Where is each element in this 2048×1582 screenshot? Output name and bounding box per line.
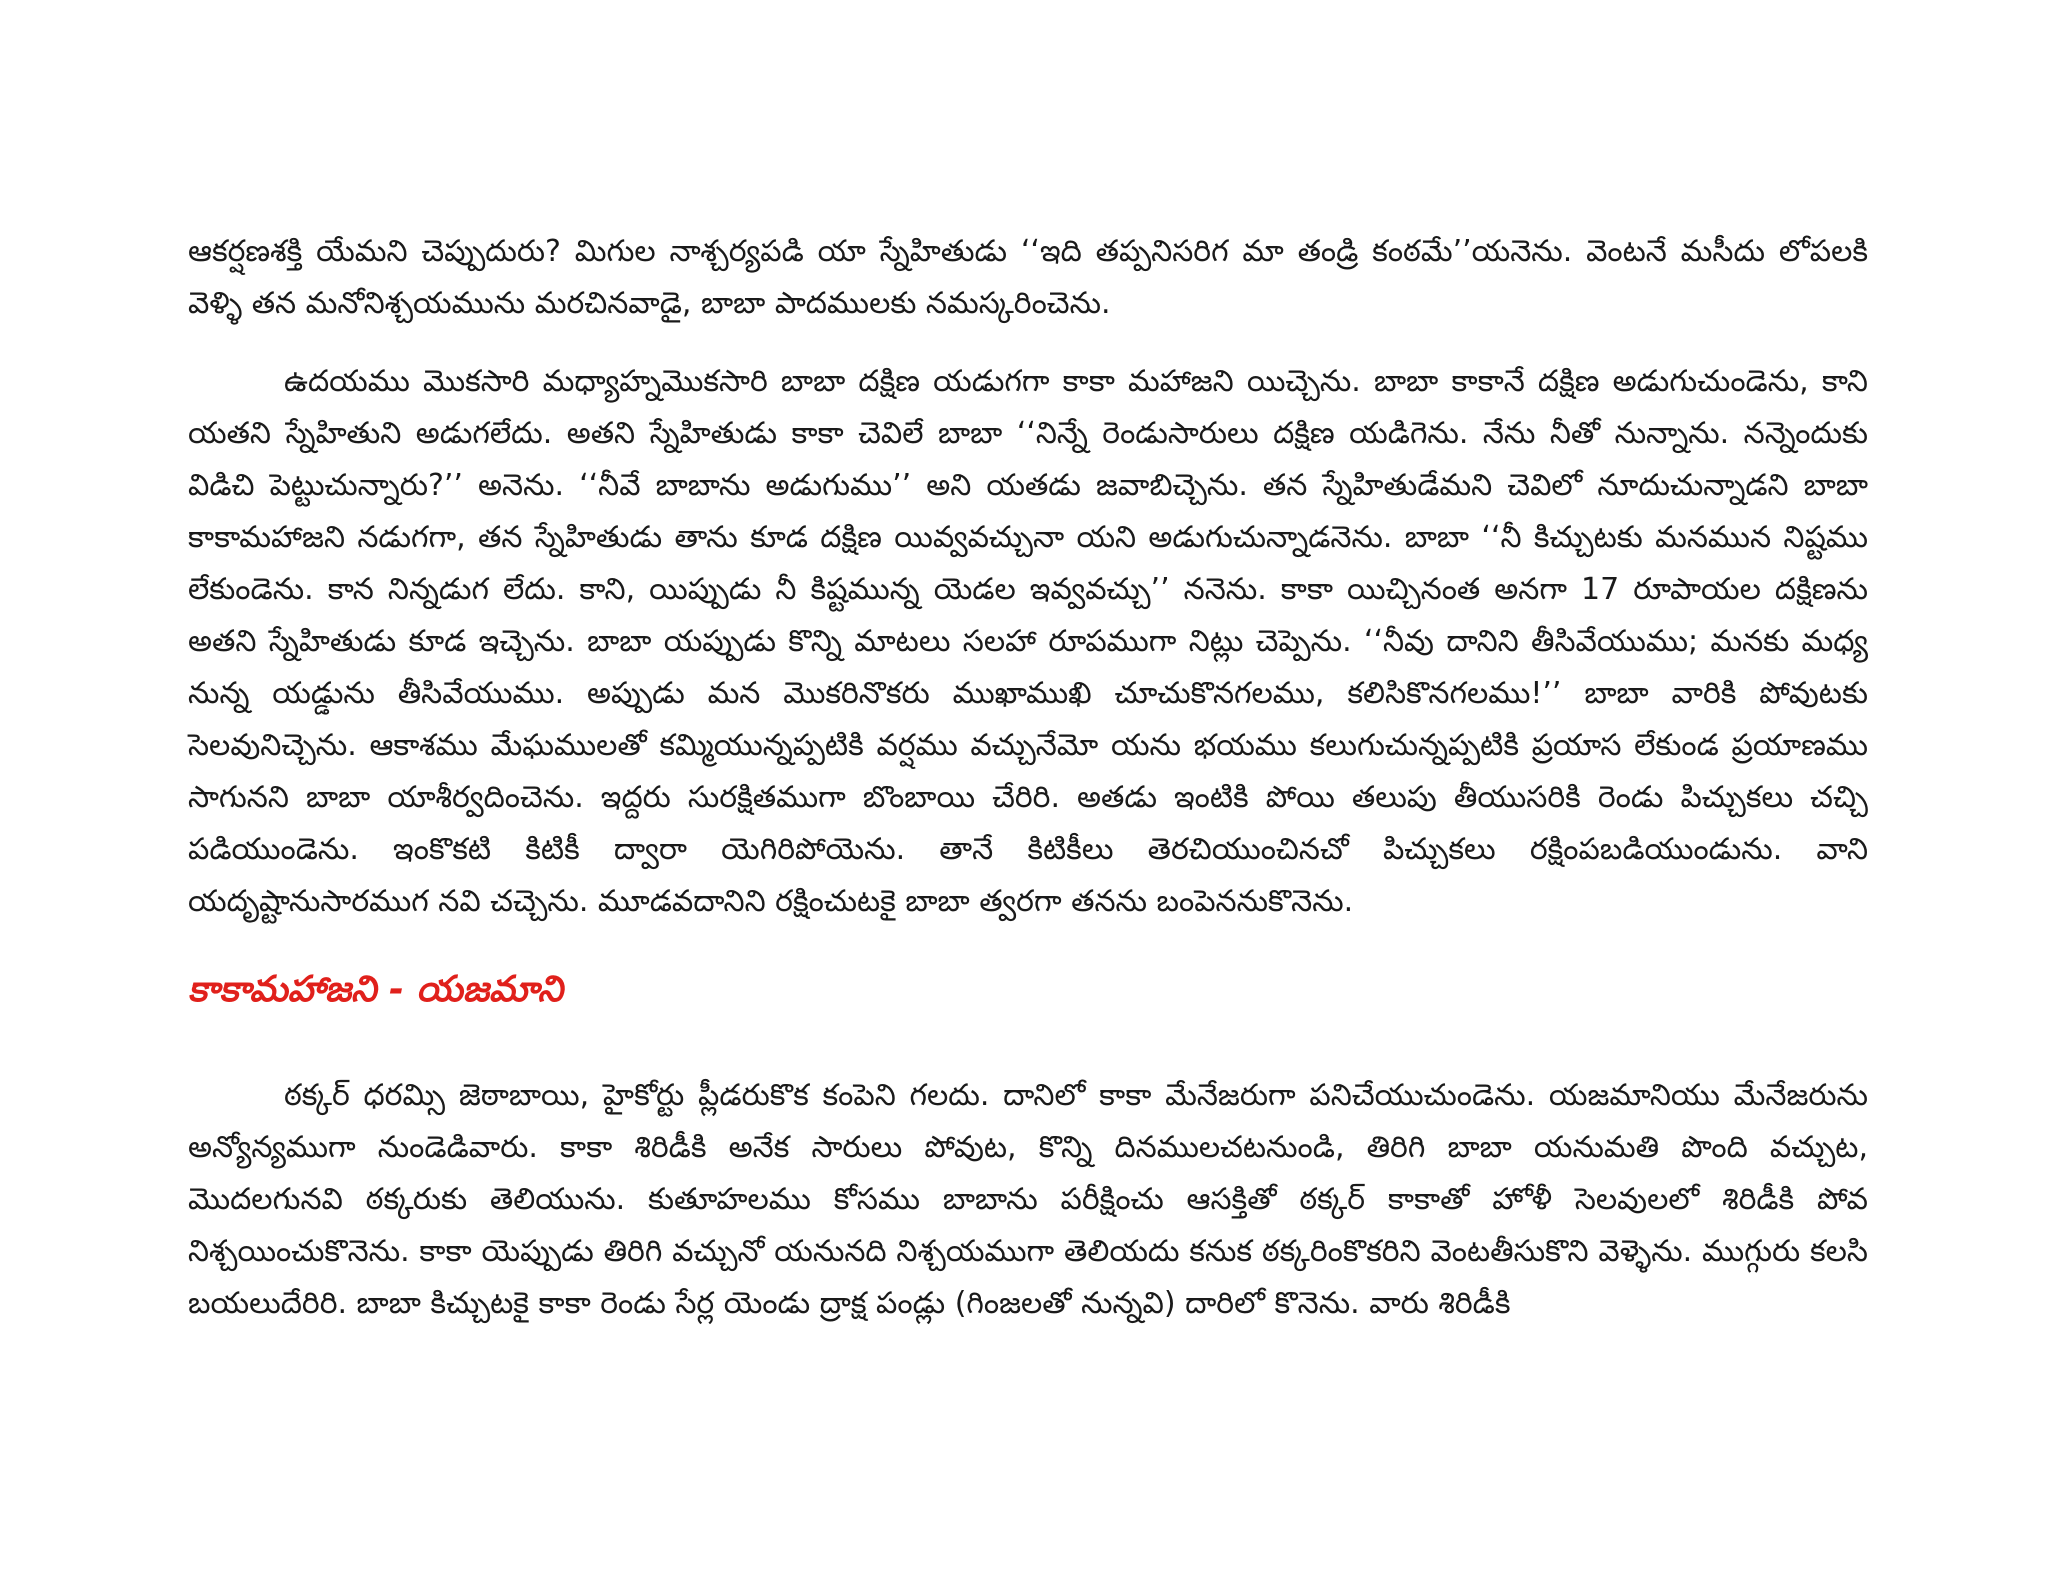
- paragraph: ఉదయము మొకసారి మధ్యాహ్నమొకసారి బాబా దక్షిణ యడుగగా కాకా మహాజని యిచ్చెను. బాబా కాకానే దక్షిణ అడుగుచుండెను, కాని యతని స్నేహితుని అడుగలేదు. అతని స్నేహితుడు కాకా చెవిలే బాబా ‘‘నిన్నే రెండుసారులు దక్షిణ యడిగెను. నేను నీతో నున్నాను. నన్నెందుకు విడిచి పెట్టుచున్నారు?’’ అనెను. ‘‘నీవే బాబాను అడుగుము’’ అని యతడు జవాబిచ్చెను. తన స్నేహితుడేమని చెవిలో నూదుచున్నాడని బాబా కాకామహాజని నడుగగా, తన స్నేహితుడు తాను కూడ దక్షిణ యివ్వవచ్చునా యని అడుగుచున్నాడనెను. బాబా ‘‘నీ కిచ్చుటకు మనమున నిష్టము లేకుండెను. కాన నిన్నడుగ లేదు. కాని, యిప్పుడు నీ కిష్టమున్న యెడల ఇవ్వవచ్చు’’ ననెను. కాకా యిచ్చినంత అనగా 17 రూపాయల దక్షిణను అతని స్నేహితుడు కూడ ఇచ్చెను. బాబా యప్పుడు కొన్ని మాటలు సలహా రూపముగా నిట్లు చెప్పెను. ‘‘నీవు దానిని తీసివేయుము; మనకు మధ్య నున్న యడ్డును తీసివేయుము. అప్పుడు మన మొకరినొకరు ముఖాముఖి చూచుకొనగలము, కలిసికొనగలము!’’ బాబా వారికి పోవుటకు సెలవునిచ్చెను. ఆకాశము మేఘములతో కమ్మియున్నప్పటికి వర్షము వచ్చునేమో యను భయము కలుగుచున్నప్పటికి ప్రయాస లేకుండ ప్రయాణము సాగునని బాబా యాశీర్వదించెను. ఇద్దరు సురక్షితముగా బొంబాయి చేరిరి. అతడు ఇంటికి పోయి తలుపు తీయుసరికి రెండు పిచ్చుకలు చచ్చి పడియుండెను. ఇంకొకటి కిటికీ ద్వారా యెగిరిపోయెను. తానే కిటికీలు తెరచియుంచినచో పిచ్చుకలు రక్షింపబడియుండును. వాని యదృష్టానుసారముగ నవి చచ్చెను. మూడవదానిని రక్షించుటకై బాబా త్వరగా తనను బంపెననుకొనెను.: [188, 364, 1868, 919]
- paragraph: ఆకర్షణశక్తి యేమని చెప్పుదురు? మిగుల నాశ్చర్యపడి యా స్నేహితుడు ‘‘ఇది తప్పనిసరిగ మా తండ్రి కంఠమే’’యనెను. వెంటనే మసీదు లోపలకి వెళ్ళి తన మనోనిశ్చయమును మరచినవాడై, బాబా పాదములకు నమస్కరించెను.: [188, 234, 1868, 321]
- section-gap: [188, 928, 1868, 962]
- paragraph: ఠక్కర్ ధరమ్సి జెఠాబాయి, హైకోర్టు ప్లీడరుకొక కంపెని గలదు. దానిలో కాకా మేనేజరుగా పనిచేయుచుండెను. యజమానియు మేనేజరును అన్యోన్యముగా నుండెడివారు. కాకా శిరిడీకి అనేక సారులు పోవుట, కొన్ని దినములచటనుండి, తిరిగి బాబా యనుమతి పొంది వచ్చుట, మొదలగునవి ఠక్కరుకు తెలియును. కుతూహలము కోసము బాబాను పరీక్షించు ఆసక్తితో ఠక్కర్ కాకాతో హోళీ సెలవులలో శిరిడీకి పోవ నిశ్చయించుకొనెను. కాకా యెప్పుడు తిరిగి వచ్చునో యనునది నిశ్చయముగా తెలియదు కనుక ఠక్కరింకొకరిని వెంటతీసుకొని వెళ్ళెను. ముగ్గురు కలసి బయలుదేరిరి. బాబా కిచ్చుటకై కాకా రెండు సేర్ల యెండు ద్రాక్ష పండ్లు (గింజలతో నున్నవి) దారిలో కొనెను. వారు శిరిడీకి: [188, 1078, 1868, 1321]
- section-gap: [188, 1018, 1868, 1070]
- document-page: [188, 226, 1868, 1330]
- paragraph-gap: [188, 330, 1868, 356]
- section-heading: కాకామహాజని - యజమాని: [188, 969, 563, 1010]
